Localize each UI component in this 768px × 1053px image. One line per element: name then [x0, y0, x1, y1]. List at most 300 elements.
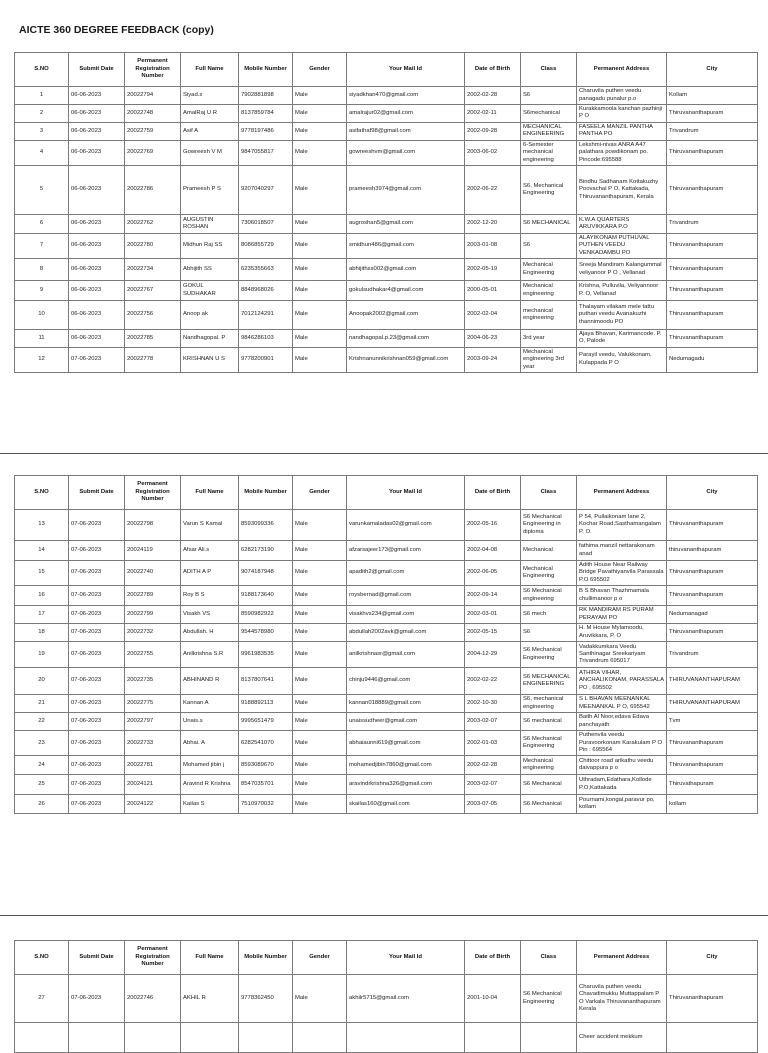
cell-date-of-birth: 2002-01-03 — [465, 731, 521, 756]
cell-mail-id: smidhun486@gmail.com — [347, 233, 465, 258]
cell-mobile-number: 8593089670 — [239, 756, 293, 775]
cell-gender: Male — [293, 165, 347, 214]
cell-permanent-address: S L BHAVAN MEENANKAL MEENANKAL P O, 695542 — [577, 695, 667, 713]
cell-submit-date: 06-06-2023 — [69, 87, 125, 105]
cell-mail-id: Anoopak2002@gmail.com — [347, 301, 465, 330]
table-row — [15, 259, 758, 281]
section-divider — [0, 453, 768, 454]
cell-class: S6 — [521, 87, 577, 105]
cell-submit-date: 07-06-2023 — [69, 713, 125, 731]
cell-sno — [15, 1023, 69, 1053]
cell-date-of-birth: 2002-02-11 — [465, 105, 521, 123]
cell-class: S6 — [521, 624, 577, 642]
cell-mail-id: aravindrkrishna326@gmail.com — [347, 775, 465, 795]
header-mobile-number: Mobile Number — [239, 941, 293, 975]
cell-permanent-address: Uthradam,Edathara,Kollode P.O,Kattakada — [577, 775, 667, 795]
header-class: Class — [521, 941, 577, 975]
table-row — [15, 165, 758, 214]
table-row — [15, 756, 758, 775]
cell-gender: Male — [293, 122, 347, 140]
cell-city: Thiruvananthapuram — [667, 233, 758, 258]
header-city: City — [667, 476, 758, 510]
cell-sno: 9 — [15, 281, 69, 301]
cell-full-name: Abhai. A — [181, 731, 239, 756]
table-row — [15, 795, 758, 814]
cell-registration-number: 20022756 — [125, 301, 181, 330]
cell-sno: 19 — [15, 642, 69, 668]
cell-registration-number: 20022748 — [125, 105, 181, 123]
cell-registration-number: 20022733 — [125, 731, 181, 756]
cell-full-name: Kailas S — [181, 795, 239, 814]
cell-submit-date: 07-06-2023 — [69, 975, 125, 1023]
cell-class: S6 Mechanical Engineering in diploma — [521, 510, 577, 541]
cell-full-name: Siyad.s — [181, 87, 239, 105]
cell-class: 6-Semester mechanical engineering — [521, 140, 577, 165]
header-class: Class — [521, 53, 577, 87]
cell-sno: 18 — [15, 624, 69, 642]
cell-class: S6, mechanical engineering — [521, 695, 577, 713]
header-registration-number: Permanent Registration Number — [125, 941, 181, 975]
cell-mobile-number: 7306018507 — [239, 214, 293, 233]
cell-permanent-address: H. M House Mylamoodu, Aruvikkara, P. O — [577, 624, 667, 642]
cell-date-of-birth: 2002-02-04 — [465, 301, 521, 330]
cell-gender: Male — [293, 795, 347, 814]
feedback-table — [14, 940, 758, 1053]
cell-mobile-number: 9778197486 — [239, 122, 293, 140]
cell-city: Thiruvathapuram — [667, 775, 758, 795]
cell-city: Thiruvananthapuram — [667, 140, 758, 165]
cell-sno: 16 — [15, 586, 69, 606]
cell-permanent-address: Lekshmi-nivas ANRA A47 palathara powdikonam po. Pincode:695588 — [577, 140, 667, 165]
cell-full-name: Gowreesh V M — [181, 140, 239, 165]
cell-full-name: Unais.s — [181, 713, 239, 731]
cell-date-of-birth: 2003-01-08 — [465, 233, 521, 258]
cell-mail-id: roysbernad@gmail.com — [347, 586, 465, 606]
cell-gender: Male — [293, 281, 347, 301]
cell-permanent-address: Chittoor road arikathu veedu daivappura p o — [577, 756, 667, 775]
cell-mail-id: augroshan5@gmail.com — [347, 214, 465, 233]
cell-permanent-address: Thalayam vilakam mele tattu puthan veedu Avanakuzhi thannimoodu PO — [577, 301, 667, 330]
cell-sno: 11 — [15, 330, 69, 348]
header-sno: S.NO — [15, 476, 69, 510]
cell-city: Thiruvananthapuram — [667, 165, 758, 214]
cell-mobile-number: 8547035701 — [239, 775, 293, 795]
cell-registration-number: 20024122 — [125, 795, 181, 814]
cell-mobile-number: 9846286103 — [239, 330, 293, 348]
cell-permanent-address: Charuvila puthen veedu panagadu punalur p.o — [577, 87, 667, 105]
feedback-table — [14, 475, 758, 814]
cell-gender: Male — [293, 606, 347, 624]
cell-class: S6 — [521, 233, 577, 258]
table-row — [15, 330, 758, 348]
cell-sno: 7 — [15, 233, 69, 258]
table-row — [15, 775, 758, 795]
table-row — [15, 347, 758, 372]
cell-gender: Male — [293, 668, 347, 695]
cell-class: S6 Mechanical engineering — [521, 586, 577, 606]
cell-city: Thiruvananthapuram — [667, 975, 758, 1023]
cell-submit-date: 06-06-2023 — [69, 259, 125, 281]
cell-gender: Male — [293, 214, 347, 233]
cell-gender: Male — [293, 301, 347, 330]
cell-registration-number: 20022799 — [125, 606, 181, 624]
cell-mobile-number: 8137807641 — [239, 668, 293, 695]
cell-gender: Male — [293, 695, 347, 713]
cell-full-name: Abdullah. H — [181, 624, 239, 642]
feedback-table — [14, 52, 758, 373]
cell-class: Mechanical engineering — [521, 756, 577, 775]
cell-mail-id: chinju9446@gmail.com — [347, 668, 465, 695]
cell-date-of-birth: 2002-06-22 — [465, 165, 521, 214]
header-mobile-number: Mobile Number — [239, 53, 293, 87]
table-row — [15, 668, 758, 695]
cell-date-of-birth: 2002-12-20 — [465, 214, 521, 233]
cell-permanent-address: Vadakkumkara Veedu Santhinagar Sreekariyam Trivandrum 695017 — [577, 642, 667, 668]
cell-full-name: Anoop ak — [181, 301, 239, 330]
cell-registration-number: 20024121 — [125, 775, 181, 795]
header-sno: S.NO — [15, 53, 69, 87]
cell-full-name: Aravind R Krishna — [181, 775, 239, 795]
cell-full-name: Nandhagopal. P — [181, 330, 239, 348]
table-header-row — [15, 53, 758, 87]
cell-city: Thiruvananthapuram — [667, 510, 758, 541]
cell-permanent-address: B S Bhavan Thazhmamala chullimanoor p o — [577, 586, 667, 606]
table-row — [15, 281, 758, 301]
table-row — [15, 541, 758, 561]
cell-class: S6 MECHANICAL ENGINEERING — [521, 668, 577, 695]
cell-city: Thiruvananthapuram — [667, 731, 758, 756]
cell-sno: 8 — [15, 259, 69, 281]
cell-sno: 14 — [15, 541, 69, 561]
cell-gender: Male — [293, 642, 347, 668]
cell-city: Thiruvananthapuram — [667, 105, 758, 123]
cell-full-name: Midhun Raj SS — [181, 233, 239, 258]
cell-sno: 3 — [15, 122, 69, 140]
cell-class: Mechanical Engineering — [521, 561, 577, 586]
cell-mail-id: afzarsajeer173@gmail.com — [347, 541, 465, 561]
cell-class: Mechanical Engineering — [521, 259, 577, 281]
cell-mail-id: mohamedjibin7860@gmail.com — [347, 756, 465, 775]
cell-mail-id: apadith2@gmail.com — [347, 561, 465, 586]
cell-sno: 22 — [15, 713, 69, 731]
cell-full-name: AmalRaj U R — [181, 105, 239, 123]
header-sno: S.NO — [15, 941, 69, 975]
cell-permanent-address: Sreeja Mandiram Kalangummal veliyanoor P O , Vellanad — [577, 259, 667, 281]
cell-mail-id: prameesh3974@gmail.com — [347, 165, 465, 214]
cell-full-name: Roy B S — [181, 586, 239, 606]
cell-mobile-number: 9961983535 — [239, 642, 293, 668]
cell-sno: 4 — [15, 140, 69, 165]
table-header-row — [15, 941, 758, 975]
cell-registration-number — [125, 1023, 181, 1053]
cell-mobile-number: 9778200901 — [239, 347, 293, 372]
cell-permanent-address: Baith Al Noor,edava Edava panchayath — [577, 713, 667, 731]
cell-full-name: AKHIL R — [181, 975, 239, 1023]
cell-gender: Male — [293, 330, 347, 348]
cell-gender: Male — [293, 510, 347, 541]
table-row — [15, 606, 758, 624]
table-row — [15, 586, 758, 606]
cell-submit-date: 07-06-2023 — [69, 606, 125, 624]
cell-submit-date: 06-06-2023 — [69, 281, 125, 301]
cell-mobile-number: 9544578980 — [239, 624, 293, 642]
cell-sno: 26 — [15, 795, 69, 814]
cell-full-name: ADITH A P — [181, 561, 239, 586]
header-class: Class — [521, 476, 577, 510]
header-permanent-address: Permanent Address — [577, 941, 667, 975]
cell-full-name: KRISHNAN U S — [181, 347, 239, 372]
header-permanent-address: Permanent Address — [577, 53, 667, 87]
table-row — [15, 233, 758, 258]
cell-submit-date: 07-06-2023 — [69, 695, 125, 713]
cell-submit-date: 07-06-2023 — [69, 731, 125, 756]
cell-submit-date: 06-06-2023 — [69, 122, 125, 140]
cell-sno: 17 — [15, 606, 69, 624]
table-row — [15, 214, 758, 233]
cell-registration-number: 20022775 — [125, 695, 181, 713]
cell-permanent-address: Cheer accident mekkum — [577, 1023, 667, 1053]
cell-class: S6 Mechanical — [521, 775, 577, 795]
cell-sno: 23 — [15, 731, 69, 756]
section-divider — [0, 915, 768, 916]
cell-submit-date: 07-06-2023 — [69, 586, 125, 606]
cell-mobile-number: 6282173190 — [239, 541, 293, 561]
header-date-of-birth: Date of Birth — [465, 53, 521, 87]
cell-gender: Male — [293, 586, 347, 606]
cell-date-of-birth: 2002-05-19 — [465, 259, 521, 281]
cell-submit-date: 06-06-2023 — [69, 140, 125, 165]
cell-mail-id: abdullah2002avk@gmail.com — [347, 624, 465, 642]
cell-class: 3rd year — [521, 330, 577, 348]
cell-mobile-number: 7012124291 — [239, 301, 293, 330]
cell-class: S6mechanical — [521, 105, 577, 123]
cell-registration-number: 20022762 — [125, 214, 181, 233]
cell-date-of-birth: 2004-12-29 — [465, 642, 521, 668]
cell-permanent-address: ATHIRA VIHAR, ANCHALIKONAM, PARASSALA PO , 695502 — [577, 668, 667, 695]
cell-date-of-birth — [465, 1023, 521, 1053]
cell-class: mechanical engineering — [521, 301, 577, 330]
cell-class: Mechanical engineering — [521, 281, 577, 301]
cell-class — [521, 1023, 577, 1053]
cell-class: S6 mechanical — [521, 713, 577, 731]
cell-city: Thiruvananthapuram — [667, 561, 758, 586]
cell-full-name: AUGUSTIN ROSHAN — [181, 214, 239, 233]
cell-city: thiruvananthapuram — [667, 541, 758, 561]
cell-gender: Male — [293, 775, 347, 795]
cell-submit-date: 06-06-2023 — [69, 105, 125, 123]
cell-mobile-number: 9074187948 — [239, 561, 293, 586]
cell-date-of-birth: 2003-06-02 — [465, 140, 521, 165]
cell-date-of-birth: 2003-07-05 — [465, 795, 521, 814]
cell-class: S6, Mechanical Engineering — [521, 165, 577, 214]
header-full-name: Full Name — [181, 476, 239, 510]
cell-mail-id: amalrajur02@gmail.com — [347, 105, 465, 123]
cell-registration-number: 20022794 — [125, 87, 181, 105]
header-mobile-number: Mobile Number — [239, 476, 293, 510]
cell-sno: 21 — [15, 695, 69, 713]
cell-submit-date: 07-06-2023 — [69, 541, 125, 561]
cell-mail-id: unaissudheer@gmail.com — [347, 713, 465, 731]
cell-mobile-number: 7510970032 — [239, 795, 293, 814]
cell-registration-number: 20022797 — [125, 713, 181, 731]
cell-date-of-birth: 2002-02-22 — [465, 668, 521, 695]
header-registration-number: Permanent Registration Number — [125, 53, 181, 87]
cell-date-of-birth: 2002-05-16 — [465, 510, 521, 541]
header-gender: Gender — [293, 53, 347, 87]
cell-submit-date: 07-06-2023 — [69, 561, 125, 586]
cell-sno: 13 — [15, 510, 69, 541]
cell-date-of-birth: 2003-02-07 — [465, 775, 521, 795]
cell-mobile-number: 7902881898 — [239, 87, 293, 105]
cell-class: S6 MECHANICAL — [521, 214, 577, 233]
cell-city: Trivandrum — [667, 214, 758, 233]
cell-registration-number: 20022781 — [125, 756, 181, 775]
cell-full-name — [181, 1023, 239, 1053]
cell-sno: 20 — [15, 668, 69, 695]
table-row — [15, 87, 758, 105]
cell-class: S6 mech — [521, 606, 577, 624]
cell-registration-number: 20022798 — [125, 510, 181, 541]
cell-mobile-number — [239, 1023, 293, 1053]
cell-permanent-address: Bindhu Sadhanam Kottakuzhy Poovachal P O, Kattakada, Thiruvananthapuram, Kerala — [577, 165, 667, 214]
cell-submit-date: 06-06-2023 — [69, 214, 125, 233]
cell-mobile-number: 9207040297 — [239, 165, 293, 214]
cell-full-name: Abhijith SS — [181, 259, 239, 281]
cell-class: S6 Mechanical Engineering — [521, 642, 577, 668]
cell-registration-number: 20022734 — [125, 259, 181, 281]
cell-registration-number: 20022746 — [125, 975, 181, 1023]
header-mail-id: Your Mail Id — [347, 941, 465, 975]
cell-submit-date: 07-06-2023 — [69, 624, 125, 642]
cell-permanent-address: Ajaya Bhavan, Karimancode. P. O, Palode — [577, 330, 667, 348]
cell-mobile-number: 9847055817 — [239, 140, 293, 165]
cell-full-name: Anilkrishna S.R — [181, 642, 239, 668]
cell-city: Thiruvananthapuram — [667, 301, 758, 330]
cell-sno: 5 — [15, 165, 69, 214]
header-submit-date: Submit Date — [69, 941, 125, 975]
cell-city: Thiruvananthapuram — [667, 756, 758, 775]
cell-sno: 24 — [15, 756, 69, 775]
cell-registration-number: 20022785 — [125, 330, 181, 348]
cell-permanent-address: fathima manzil nettarakonam anad — [577, 541, 667, 561]
cell-date-of-birth: 2002-02-28 — [465, 87, 521, 105]
cell-mail-id: siyadkhan470@gmail.com — [347, 87, 465, 105]
header-city: City — [667, 941, 758, 975]
cell-date-of-birth: 2003-09-24 — [465, 347, 521, 372]
cell-full-name: Prameesh P S — [181, 165, 239, 214]
cell-class: Mechanical engineering 3rd year — [521, 347, 577, 372]
cell-mail-id: asifathaf98@gmail.com — [347, 122, 465, 140]
cell-submit-date: 07-06-2023 — [69, 510, 125, 541]
page-title: AICTE 360 DEGREE FEEDBACK (copy) — [19, 24, 214, 36]
cell-registration-number: 20022767 — [125, 281, 181, 301]
table-row — [15, 975, 758, 1023]
cell-registration-number: 20022778 — [125, 347, 181, 372]
header-permanent-address: Permanent Address — [577, 476, 667, 510]
cell-mobile-number: 6282541070 — [239, 731, 293, 756]
cell-sno: 1 — [15, 87, 69, 105]
cell-mobile-number: 9188892113 — [239, 695, 293, 713]
cell-submit-date: 07-06-2023 — [69, 347, 125, 372]
cell-city: THIRUVANANTHAPURAM — [667, 695, 758, 713]
cell-mail-id: akhilr5715@gmail.com — [347, 975, 465, 1023]
cell-submit-date: 07-06-2023 — [69, 668, 125, 695]
cell-sno: 10 — [15, 301, 69, 330]
cell-submit-date — [69, 1023, 125, 1053]
cell-date-of-birth: 2004-06-23 — [465, 330, 521, 348]
cell-mobile-number: 8590982922 — [239, 606, 293, 624]
cell-sno: 2 — [15, 105, 69, 123]
cell-full-name: Kannan A — [181, 695, 239, 713]
cell-permanent-address: Charuvila puthen veedu Chavadimukku Muttappalam P O Varkala Thiruvananthapuram Kerala — [577, 975, 667, 1023]
cell-sno: 12 — [15, 347, 69, 372]
cell-mobile-number: 8848968026 — [239, 281, 293, 301]
cell-submit-date: 06-06-2023 — [69, 165, 125, 214]
cell-city: kollam — [667, 795, 758, 814]
cell-gender: Male — [293, 731, 347, 756]
cell-permanent-address: K.W.A QUARTERS ARUVIKKARA P.O — [577, 214, 667, 233]
cell-gender: Male — [293, 541, 347, 561]
cell-sno: 27 — [15, 975, 69, 1023]
cell-registration-number: 20024119 — [125, 541, 181, 561]
table-row — [15, 695, 758, 713]
cell-mail-id: anilkrishnasr@gmail.com — [347, 642, 465, 668]
header-registration-number: Permanent Registration Number — [125, 476, 181, 510]
cell-date-of-birth: 2002-09-14 — [465, 586, 521, 606]
cell-full-name: GOKUL SUDHAKAR — [181, 281, 239, 301]
table-row — [15, 561, 758, 586]
cell-city: Trivandrum — [667, 642, 758, 668]
cell-gender: Male — [293, 347, 347, 372]
cell-submit-date: 07-06-2023 — [69, 642, 125, 668]
cell-permanent-address: Kurakkamoola kanchan pazhinji P O — [577, 105, 667, 123]
cell-permanent-address: Pournami,kongal,paravur po, kollam — [577, 795, 667, 814]
cell-date-of-birth: 2002-09-28 — [465, 122, 521, 140]
table-row — [15, 642, 758, 668]
cell-sno: 15 — [15, 561, 69, 586]
cell-registration-number: 20022786 — [125, 165, 181, 214]
cell-registration-number: 20022732 — [125, 624, 181, 642]
cell-permanent-address: Adith House Near Railway Bridge Pavathiyanvila Parassala P.O 695502 — [577, 561, 667, 586]
cell-gender: Male — [293, 140, 347, 165]
cell-permanent-address: Krishna, Pulluvila, Veliyannoor P. O, Vellanad — [577, 281, 667, 301]
cell-city: Thiruvananthapuram — [667, 281, 758, 301]
cell-mobile-number: 8137859784 — [239, 105, 293, 123]
cell-permanent-address: Puthenvila veedu Puravoorkonam Karakulam P O Pin : 695564 — [577, 731, 667, 756]
cell-mail-id: abhijithss002@gmail.com — [347, 259, 465, 281]
cell-gender: Male — [293, 87, 347, 105]
header-submit-date: Submit Date — [69, 476, 125, 510]
cell-mail-id: gowreeshvm@gmail.com — [347, 140, 465, 165]
cell-registration-number: 20022759 — [125, 122, 181, 140]
cell-city: Thiruvananthapuram — [667, 330, 758, 348]
cell-date-of-birth: 2003-02-07 — [465, 713, 521, 731]
cell-date-of-birth: 2002-02-28 — [465, 756, 521, 775]
header-full-name: Full Name — [181, 53, 239, 87]
header-mail-id: Your Mail Id — [347, 53, 465, 87]
cell-city: Kollam — [667, 87, 758, 105]
cell-date-of-birth: 2000-05-01 — [465, 281, 521, 301]
cell-class: S6 Mechanical — [521, 795, 577, 814]
cell-gender: Male — [293, 756, 347, 775]
cell-mail-id: visakhvs234@gmail.com — [347, 606, 465, 624]
cell-gender: Male — [293, 713, 347, 731]
cell-date-of-birth: 2002-04-08 — [465, 541, 521, 561]
cell-city: Nedumanagad — [667, 606, 758, 624]
cell-full-name: ABHINAND R — [181, 668, 239, 695]
cell-registration-number: 20022789 — [125, 586, 181, 606]
cell-city: Tvm — [667, 713, 758, 731]
